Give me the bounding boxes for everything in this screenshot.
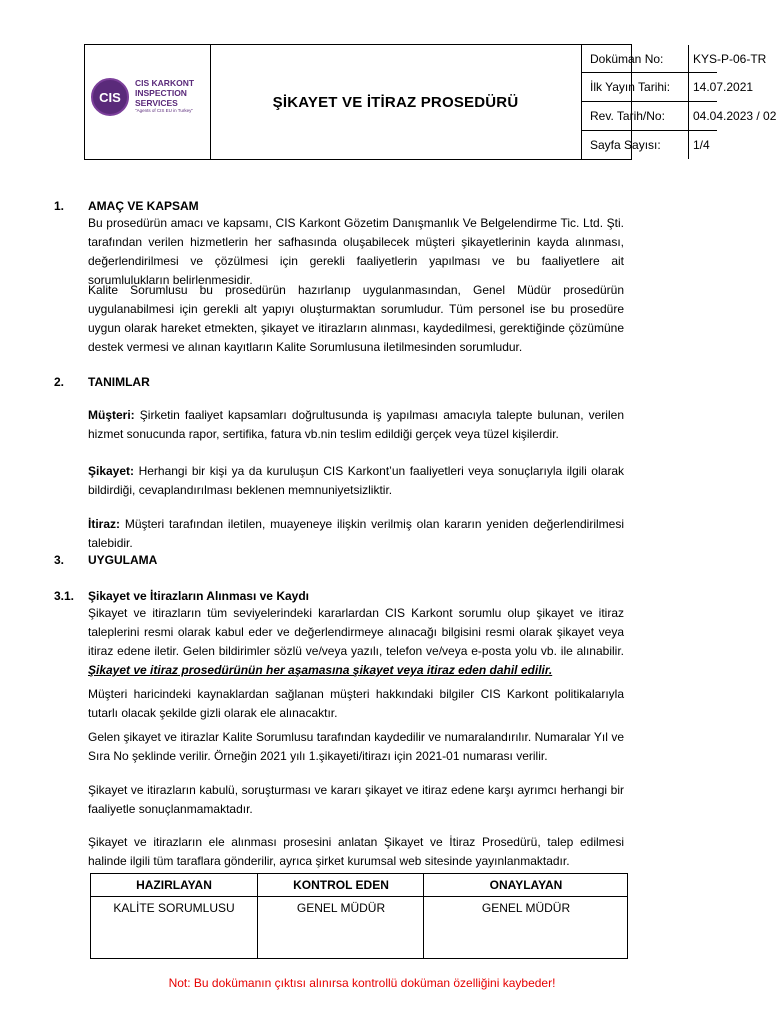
paragraph: Gelen şikayet ve itirazlar Kalite Sorumlusu tarafından kaydedilir ve numaralandırılır. Numaralar Yıl ve Sıra No şeklinde verilir. Örneğin 2021 yılı 1.şikayeti/itirazı için 2021-01 numarası verilir. (88, 730, 624, 763)
definition-term: Şikayet: (88, 464, 135, 478)
meta-row-page-count (582, 131, 717, 159)
company-logo (85, 45, 211, 159)
paragraph: Şikayet ve itirazların ele alınması prosesini anlatan Şikayet ve İtiraz Prosedürü, talep edilmesi halinde ilgili tüm taraflara gönderilir, ayrıca şirket kurumsal web sitesinde yayınlanmaktadır. (88, 835, 624, 868)
logo-emblem (91, 78, 129, 116)
table-cell: GENEL MÜDÜR (296, 901, 386, 915)
logo-emblem-text: CIS (99, 89, 121, 105)
definition-text: Müşteri tarafından iletilen, muayeneye ilişkin verilmiş olan kararın yeniden değerlendirilmesi talebidir. (88, 517, 624, 550)
meta-label: Sayfa Sayısı: (590, 138, 661, 152)
logo-tagline: "Agents of CIS EU in Turkey" (135, 108, 193, 113)
section-number: 1. (54, 199, 65, 213)
section-heading: UYGULAMA (88, 553, 158, 567)
subsection-number: 3.1. (54, 589, 75, 603)
document-title: ŞİKAYET VE İTİRAZ PROSEDÜRÜ (272, 93, 519, 111)
meta-label: Doküman No: (590, 52, 664, 66)
paragraph (88, 604, 624, 680)
paragraph: Müşteri haricindeki kaynaklardan sağlanan müşteri hakkındaki bilgiler CIS Karkont politikalarıyla tutarlı olacak şekilde gizli olarak ele alınacaktır. (88, 687, 624, 720)
definition-term: İtiraz: (88, 517, 121, 531)
document-header (84, 44, 776, 160)
definition-text: Herhangi bir kişi ya da kuruluşun CIS Karkont’un faaliyetleri veya sonuçlarıyla ilgili olarak bildirdiği, cevaplandırılması beklenen memnuniyetsizliktir. (88, 464, 624, 497)
meta-value: 14.07.2021 (693, 80, 754, 94)
paragraph-text: Şikayet ve itirazların tüm seviyelerindeki kararlardan CIS Karkont sorumlu olup şikayet ve itiraz taleplerini resmi olarak kabul eder ve değerlendirmeye alınacağı bilgisini resmi olarak şikayet veya itiraz edene iletir. Gelen bildirimler sözlü ve/veya yazılı, telefon ve/veya e-posta yolu vb. ile alınabilir. (88, 606, 624, 658)
table-header: KONTROL EDEN (293, 878, 389, 892)
paragraph: Şikayet ve itirazların kabulü, soruşturması ve kararı şikayet ve itiraz edene karşı ayrımcı herhangi bir faaliyetle sonuçlanmamaktadır. (88, 783, 624, 816)
definition-itiraz (88, 515, 624, 553)
approval-column-controlled (257, 874, 424, 958)
emphasized-text: Şikayet ve itiraz prosedürünün her aşamasına şikayet veya itiraz eden dahil edilir. (88, 663, 553, 677)
definition-term: Müşteri: (88, 408, 135, 422)
logo-line-2: INSPECTION (135, 88, 187, 98)
meta-value: KYS-P-06-TR (693, 52, 767, 66)
meta-row-document-no (582, 45, 767, 73)
paragraph: Kalite Sorumlusu bu prosedürün hazırlanıp uygulanmasından, Genel Müdür prosedürün uygulanabilmesi için gerekli alt yapıyı oluşturmaktan sorumludur. Tüm personel ise bu prosedüre uygun olarak hareket etmekten, şikayet ve itirazların alınması, kaydedilmesi, gerektiğinde çözümüne destek vermesi ve alınan kayıtların Kalite Sorumlusuna iletilmesinden sorumludur. (88, 283, 624, 354)
meta-row-first-publish-date (582, 73, 754, 101)
meta-label: İlk Yayın Tarihi: (590, 80, 671, 94)
definition-musteri (88, 406, 624, 444)
table-cell: GENEL MÜDÜR (481, 901, 571, 915)
section-heading: AMAÇ VE KAPSAM (88, 199, 199, 213)
meta-row-revision (582, 102, 776, 130)
logo-wordmark (135, 78, 215, 114)
logo-line-1: CIS KARKONT (135, 78, 195, 88)
definition-sikayet (88, 462, 624, 500)
subsection-heading: Şikayet ve İtirazların Alınması ve Kaydı (88, 589, 309, 603)
meta-value: 04.04.2023 / 02 (693, 109, 776, 123)
approval-table (90, 873, 628, 959)
table-header: ONAYLAYAN (489, 878, 563, 892)
paragraph: Bu prosedürün amacı ve kapsamı, CIS Karkont Gözetim Danışmanlık Ve Belgelendirme Tic. Ltd. Şti. tarafından verilen hizmetlerin her safhasında oluşabilecek müşteri şikayetlerinin kayda alınması, değerlendirilmesi ve çözülmesi için gerekli faaliyetlerin yapılması ve bu faaliyetlere ait sorumlulukların belirlenmesidir. (88, 216, 624, 287)
table-header: HAZIRLAYAN (136, 878, 212, 892)
section-heading: TANIMLAR (88, 375, 150, 389)
approval-column-approved (423, 874, 628, 958)
definition-text: Şirketin faaliyet kapsamları doğrultusunda iş yapılması amacıyla talepte bulunan, verilen hizmet sonucunda rapor, sertifika, fatura vb.nin teslim edildiği gerçek veya tüzel kişilerdir. (88, 408, 624, 441)
document-title-cell (210, 45, 582, 159)
section-number: 2. (54, 375, 65, 389)
meta-value: 1/4 (693, 138, 710, 152)
meta-label: Rev. Tarih/No: (590, 109, 665, 123)
logo-line-3: SERVICES (135, 98, 178, 108)
approval-column-prepared (91, 874, 257, 958)
table-cell: KALİTE SORUMLUSU (113, 901, 235, 915)
footer-note: Not: Bu dokümanın çıktısı alınırsa kontrollü doküman özelliğini kaybeder! (168, 976, 556, 990)
section-number: 3. (54, 553, 65, 567)
